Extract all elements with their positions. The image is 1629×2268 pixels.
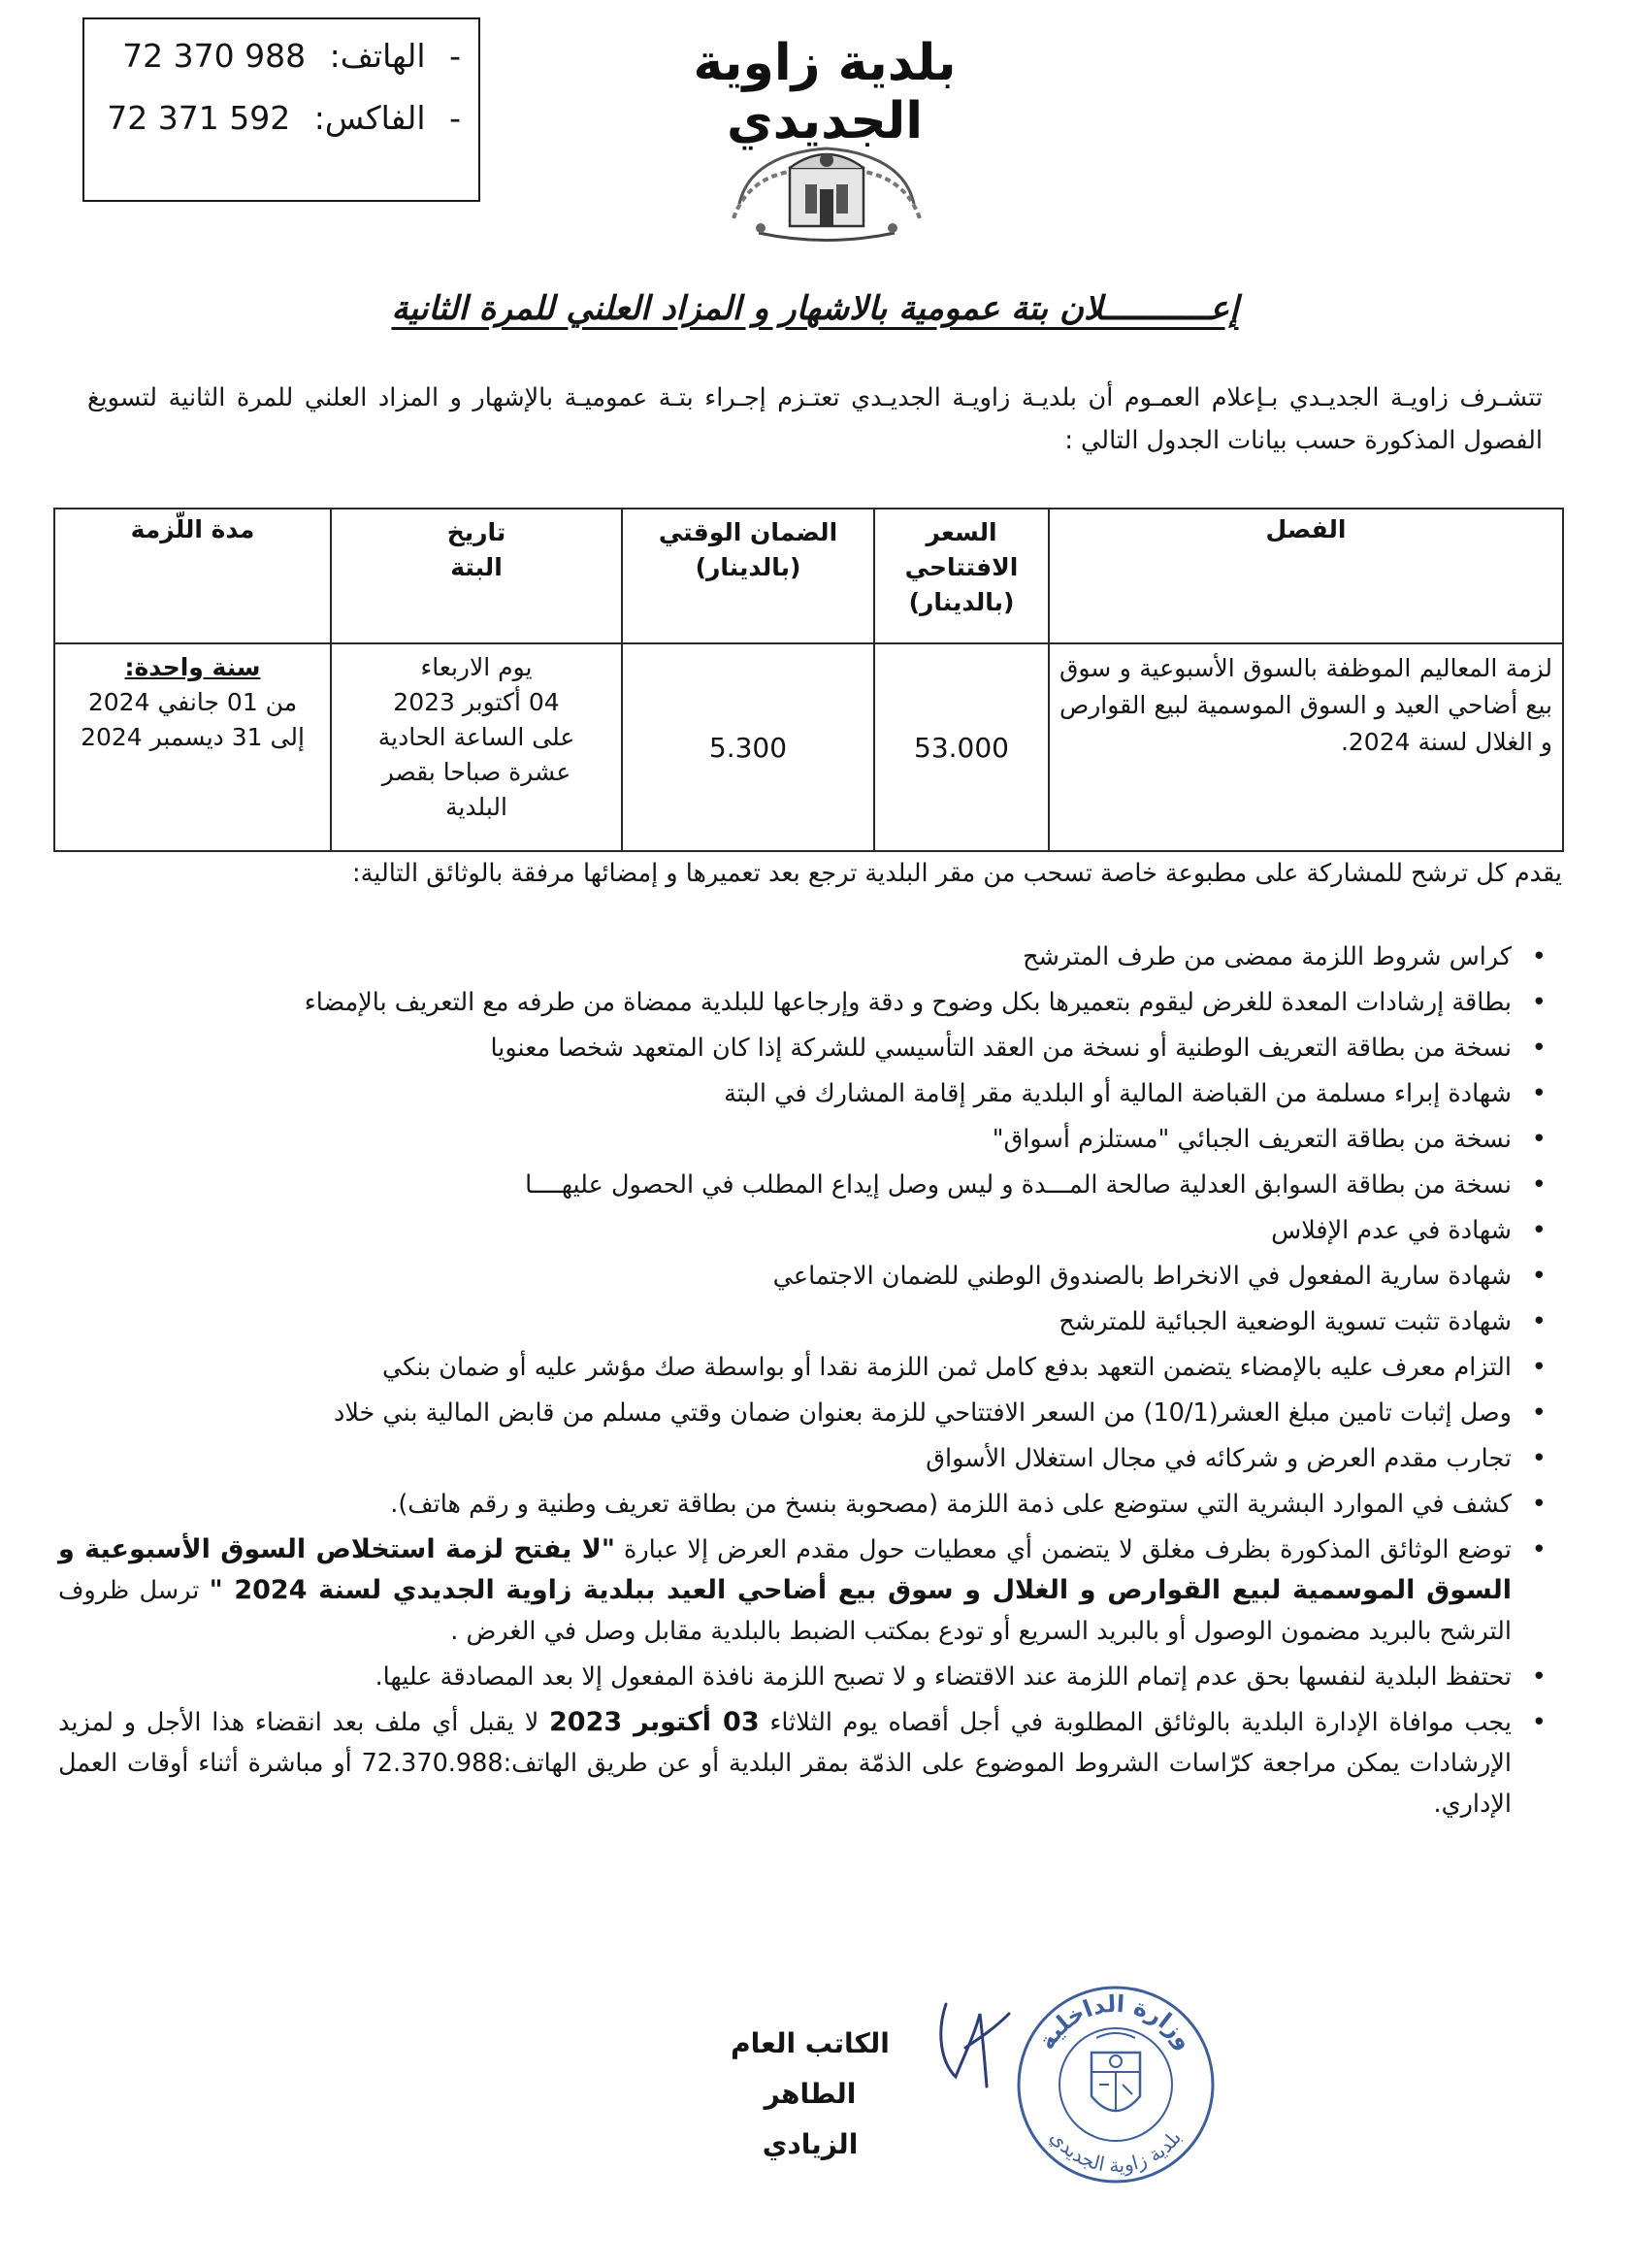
contact-box xyxy=(82,17,480,202)
phone-line xyxy=(122,37,461,75)
envelope-note: • توضع الوثائق المذكورة بظرف مغلق لا يتضمن أي معطيات حول مقدم العرض إلا عبارة "لا يفتح لزمة استخلاص السوق الأسبوعية و السوق الموسمية لبيع القوارص و الغلال و سوق بيع أضاحي العيد ببلدية زاوية الجديدي لسنة 2024 " ترسل ظروف الترشح بالبريد مضمون الوصول أو بالبريد السريع أو تودع بمكتب الضبط بالبلدية مقابل وصل في الغرض . xyxy=(58,1529,1552,1652)
stamp-bottom-text: بلدية زاوية الجديدي xyxy=(1045,2125,1187,2178)
fax-number: 72 371 592 xyxy=(107,99,291,137)
cell-deposit: 5.300 xyxy=(622,643,874,851)
header-lot: الفصل xyxy=(1049,509,1563,643)
municipality-emblem-icon xyxy=(720,131,933,247)
list-item: • كراس شروط اللزمة ممضى من طرف المترشح xyxy=(58,937,1552,977)
tunisia-coat-of-arms-icon xyxy=(1091,2033,1140,2111)
list-item: • شهادة تثبت تسوية الوضعية الجبائية للمترشح xyxy=(58,1301,1552,1342)
list-item: • نسخة من بطاقة السوابق العدلية صالحة المـــدة و ليس وصل إيداع المطلب في الحصول عليهــــا xyxy=(58,1165,1552,1205)
header-deposit: الضمان الوقتي (بالدينار) xyxy=(622,509,874,643)
signatory-block xyxy=(718,2019,902,2170)
requirements-list xyxy=(58,937,1552,1829)
header-date: تاريخ البتة xyxy=(331,509,622,643)
stamp-top-text: وزارة الداخلية xyxy=(1032,1989,1199,2054)
table-row xyxy=(54,643,1563,851)
municipality-name: بلدية زاوية الجديدي xyxy=(693,34,957,150)
list-item: • نسخة من بطاقة التعريف الوطنية أو نسخة من العقد التأسيسي للشركة إذا كان المتعهد شخصا معنويا xyxy=(58,1028,1552,1068)
list-item: • وصل إثبات تامين مبلغ العشر(10/1) من السعر الافتتاحي للزمة بعنوان ضمان وقتي مسلم من قابض المالية بني خلاد xyxy=(58,1393,1552,1433)
lots-table xyxy=(53,508,1564,852)
cell-date: يوم الاربعاء 04 أكتوبر 2023 على الساعة الحادية عشرة صباحا بقصر البلدية xyxy=(331,643,622,851)
phone-dash: - xyxy=(449,37,461,75)
list-item: • التزام معرف عليه بالإمضاء يتضمن التعهد بدفع كامل ثمن اللزمة نقدا أو بواسطة صك مؤشر عليه أو ضمان بنكي xyxy=(58,1347,1552,1388)
table-header-row xyxy=(54,509,1563,643)
fax-dash: - xyxy=(449,99,461,137)
signatory-name: الطاهر الزيادي xyxy=(762,2078,859,2160)
cell-duration: سنة واحدة: من 01 جانفي 2024 إلى 31 ديسمبر 2024 xyxy=(54,643,331,851)
fax-label: الفاكس: xyxy=(313,99,426,137)
svg-text:وزارة الداخلية xyxy=(1032,1990,1198,2054)
list-item: • بطاقة إرشادات المعدة للغرض ليقوم بتعميرها بكل وضوح و دقة وإرجاعها للبلدية ممضاة من طرفه مع التعريف بالإمضاء xyxy=(58,982,1552,1023)
cell-opening-price: 53.000 xyxy=(874,643,1049,851)
header-opening-price: السعر الافتتاحي (بالدينار) xyxy=(874,509,1049,643)
list-item: • كشف في الموارد البشرية التي ستوضع على ذمة اللزمة (مصحوبة بنسخ من بطاقة تعريف وطنية و رقم هاتف). xyxy=(58,1484,1552,1525)
phone-number: 72 370 988 xyxy=(122,37,307,75)
reservation-note: • تحتفظ البلدية لنفسها بحق عدم إتمام اللزمة عند الاقتضاء و لا تصبح اللزمة نافذة المفعول إلا بعد المصادقة عليها. xyxy=(58,1657,1552,1697)
announcement-title: إعـــــــــــلان بتة عمومية بالاشهار و المزاد العلني للمرة الثانية xyxy=(391,289,1239,328)
applicants-intro: يقدم كل ترشح للمشاركة على مطبوعة خاصة تسحب من مقر البلدية ترجع بعد تعميرها و إمضائها مرفقة بالوثائق التالية: xyxy=(352,859,1562,888)
header-duration: مدة اللّزمة xyxy=(54,509,331,643)
list-item: • شهادة سارية المفعول في الانخراط بالصندوق الوطني للضمان الاجتماعي xyxy=(58,1256,1552,1297)
signature-icon xyxy=(927,1994,1014,2091)
list-item: • شهادة في عدم الإفلاس xyxy=(58,1210,1552,1251)
list-item: • تجارب مقدم العرض و شركائه في مجال استغلال الأسواق xyxy=(58,1438,1552,1479)
deadline-note: • يجب موافاة الإدارة البلدية بالوثائق المطلوبة في أجل أقصاه يوم الثلاثاء 03 أكتوبر 2023 لا يقبل أي ملف بعد انقضاء هذا الأجل و لمزيد الإرشادات يمكن مراجعة كرّاسات الشروط الموضوع على الذمّة بمقر البلدية أو عن طريق الهاتف:72.370.988 أو مباشرة أثناء أوقات العمل الإداري. xyxy=(58,1702,1552,1824)
official-stamp-icon xyxy=(1014,1980,1218,2188)
cell-lot: لزمة المعاليم الموظفة بالسوق الأسبوعية و سوق بيع أضاحي العيد و السوق الموسمية لبيع القوارص و الغلال لسنة 2024. xyxy=(1049,643,1563,851)
list-item: • شهادة إبراء مسلمة من القباضة المالية أو البلدية مقر إقامة المشارك في البتة xyxy=(58,1073,1552,1114)
phone-label: الهاتف: xyxy=(329,37,426,75)
signatory-role: الكاتب العام xyxy=(731,2027,890,2059)
list-item: • نسخة من بطاقة التعريف الجبائي "مستلزم أسواق" xyxy=(58,1119,1552,1160)
intro-paragraph: تتشـرف زاويـة الجديـدي بـإعلام العمـوم أن بلديـة زاويـة الجديـدي تعتـزم إجـراء بتـة عموميـة بالإشهار و المزاد العلني للمرة الثانية لتسويغ الفصول المذكورة حسب بيانات الجدول التالي : xyxy=(87,383,1543,455)
fax-line xyxy=(107,99,461,137)
